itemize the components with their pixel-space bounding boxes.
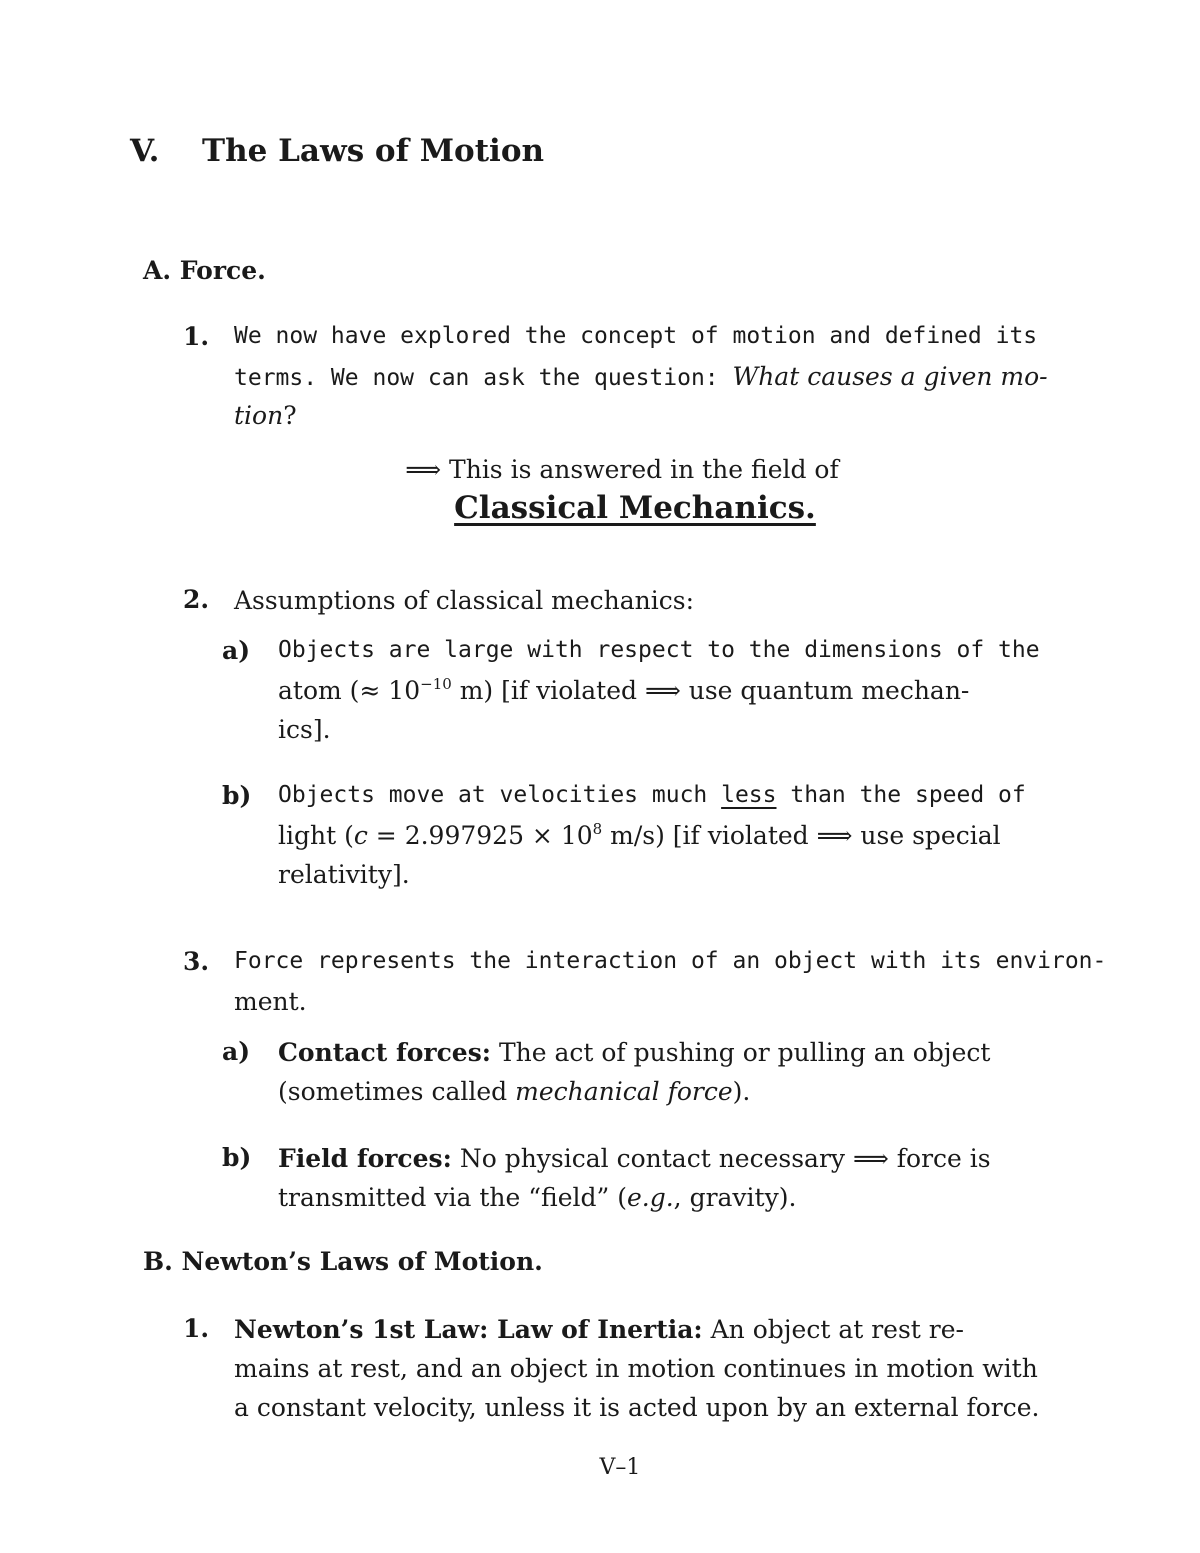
chapter-heading bbox=[130, 133, 544, 169]
item-a3-line2: ment. bbox=[234, 987, 307, 1016]
item-a3a-line1 bbox=[278, 1038, 990, 1067]
item-a2a-line2-post: m) [if violated ⟹ use quantum mechan- bbox=[451, 676, 970, 705]
section-a-heading: A. Force. bbox=[143, 256, 266, 285]
item-a3b-line1-rest: No physical contact necessary ⟹ force is bbox=[451, 1144, 991, 1173]
item-b1-line1-rest: An object at rest re- bbox=[702, 1315, 964, 1344]
item-a3-line1 bbox=[234, 948, 1107, 974]
item-a3b-italic-eg: e.g. bbox=[626, 1183, 674, 1212]
item-a2a-label: a) bbox=[222, 636, 251, 665]
item-a1-line1-text: We now have explored the concept of motion and defined its bbox=[234, 323, 1038, 349]
item-a3a-line2 bbox=[278, 1077, 750, 1106]
item-a3a-line1-rest: The act of pushing or pulling an object bbox=[491, 1038, 991, 1067]
item-a3b-line2-post: , gravity). bbox=[673, 1183, 797, 1212]
item-a1-line3-end: ? bbox=[283, 401, 297, 430]
item-a2b-line2-mid: = 2.997925 × 10 bbox=[367, 821, 593, 850]
chapter-title: The Laws of Motion bbox=[202, 133, 545, 169]
item-a2a-line2 bbox=[278, 676, 969, 705]
chapter-number: V. bbox=[130, 133, 160, 169]
item-b1-line3: a constant velocity, unless it is acted upon by an external force. bbox=[234, 1393, 1040, 1422]
item-b1-number: 1. bbox=[183, 1314, 210, 1343]
item-a2b-line1 bbox=[278, 782, 1026, 808]
item-a2b-speed-symbol: c bbox=[353, 821, 368, 850]
item-a2a-line1 bbox=[278, 637, 1040, 663]
item-a3-line1-text: Force represents the interaction of an object with its environ- bbox=[234, 948, 1107, 974]
item-a3a-italic-term: mechanical force bbox=[515, 1077, 733, 1106]
section-b-heading: B. Newton’s Laws of Motion. bbox=[143, 1247, 543, 1276]
item-a3a-label: a) bbox=[222, 1037, 251, 1066]
item-a3b-line1 bbox=[278, 1144, 991, 1173]
item-a2b-exponent: 8 bbox=[592, 820, 603, 838]
item-a3a-line2-post: ). bbox=[732, 1077, 751, 1106]
item-a2b-line2-post: m/s) [if violated ⟹ use special bbox=[602, 821, 1001, 850]
item-a1-line2 bbox=[234, 362, 1048, 391]
item-a2-number: 2. bbox=[183, 585, 210, 614]
item-a1-line1 bbox=[234, 323, 1038, 349]
contact-forces-term: Contact forces: bbox=[278, 1038, 492, 1067]
item-a2b-label: b) bbox=[222, 781, 252, 810]
item-a2a-exponent: −10 bbox=[420, 675, 452, 693]
item-a1-line3 bbox=[234, 401, 297, 430]
item-b1-line2: mains at rest, and an object in motion continues in motion with bbox=[234, 1354, 1038, 1383]
item-a1-line2-text: terms. We now can ask the question: bbox=[234, 365, 733, 391]
item-a2b-line1-post: than the speed of bbox=[776, 782, 1026, 808]
item-a2b-line2-pre: light ( bbox=[278, 821, 354, 850]
item-a3b-line2 bbox=[278, 1183, 796, 1212]
page-number: V–1 bbox=[599, 1455, 641, 1480]
item-a1-number: 1. bbox=[183, 322, 210, 351]
item-a3a-line2-pre: (sometimes called bbox=[278, 1077, 516, 1106]
classical-mechanics-title: Classical Mechanics. bbox=[454, 490, 816, 526]
item-a3b-line2-pre: transmitted via the “field” ( bbox=[278, 1183, 627, 1212]
item-a1-line2-italic: What causes a given mo- bbox=[732, 362, 1048, 391]
item-a2a-line2-pre: atom (≈ 10 bbox=[278, 676, 421, 705]
item-a3-number: 3. bbox=[183, 947, 210, 976]
item-a2b-line3: relativity]. bbox=[278, 860, 410, 889]
item-b1-line1 bbox=[234, 1315, 964, 1344]
item-a2b-underlined-word: less bbox=[721, 782, 777, 808]
item-a2a-line3: ics]. bbox=[278, 715, 331, 744]
newtons-first-law-term: Newton’s 1st Law: Law of Inertia: bbox=[234, 1315, 703, 1344]
item-a1-line3-italic: tion bbox=[234, 401, 284, 430]
arrow-statement: ⟹ This is answered in the field of bbox=[405, 455, 839, 484]
field-forces-term: Field forces: bbox=[278, 1144, 452, 1173]
item-a2-text: Assumptions of classical mechanics: bbox=[234, 586, 695, 615]
item-a3b-label: b) bbox=[222, 1143, 252, 1172]
item-a2a-line1-text: Objects are large with respect to the dimensions of the bbox=[278, 637, 1040, 663]
item-a2b-line2 bbox=[278, 821, 1001, 850]
item-a2b-line1-pre: Objects move at velocities much bbox=[278, 782, 722, 808]
